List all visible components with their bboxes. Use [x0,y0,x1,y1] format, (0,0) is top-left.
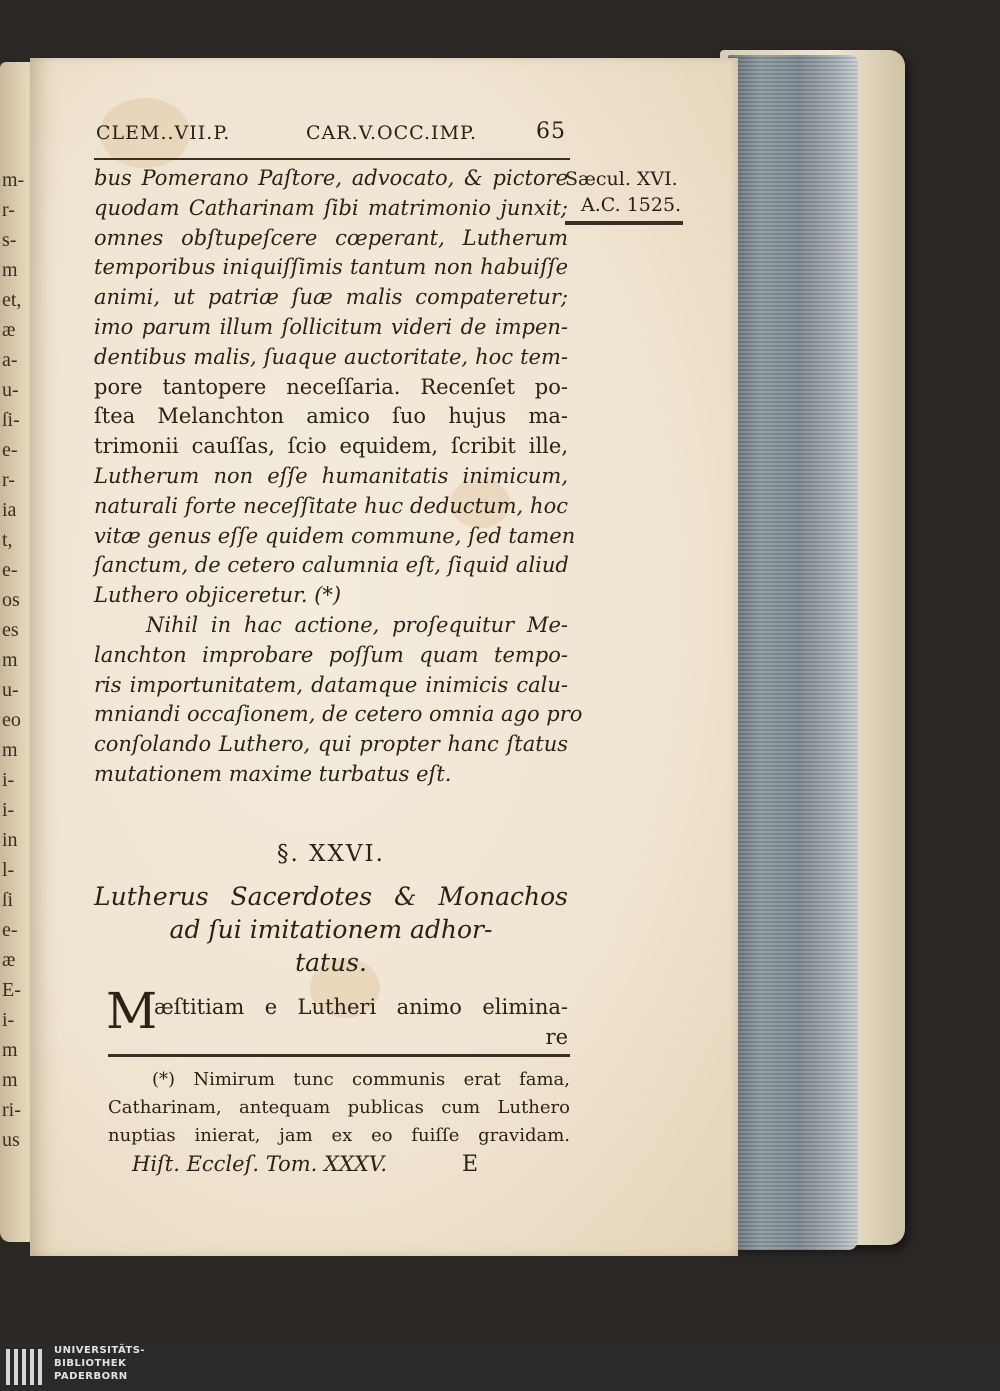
text-line: pore tantopere neceſſaria. Recenſet po- [94,374,568,399]
footnote-rule [108,1054,570,1057]
margin-note-rule [565,221,683,225]
text-line: Luthero objiceretur. (*) [94,583,342,608]
footnote [108,1066,570,1150]
text-line: Nihil in hac actione, proſequitur Me- [146,612,568,637]
text-line: mniandi occaſionem, de cetero omnia ago pro [94,702,583,727]
section-title-line: ad ſui imitationem adhor- [169,915,493,944]
left-page-fragment: in [2,829,18,851]
text-line: Lutherum non eſſe humanitatis inimicum, [94,463,568,488]
header-rule [94,158,570,160]
left-page-fragment: t, [2,529,13,551]
library-logo-icon [4,1345,46,1387]
text-line: imo parum illum ſollicitum videri de impen- [94,314,568,339]
section-title-line: Lutherus Sacerdotes & Monachos [94,882,568,911]
section-title-line: tatus. [295,948,367,977]
library-footer [0,1341,1000,1391]
left-page-fragment: ri- [2,1099,21,1121]
margin-note-century: Sæcul. XVI. [565,168,678,190]
running-head [96,119,566,152]
left-page-fragment: ſi- [2,409,20,431]
library-name [54,1344,145,1383]
left-page-fragment: m [2,649,18,671]
body-text [94,164,583,790]
book-page [30,58,738,1256]
drop-cap: M [106,982,158,1040]
text-line: lanchton improbare poſſum quam tempo- [94,642,568,667]
library-name-line: PADERBORN [54,1371,128,1382]
running-head-center: CAR.V.OCC.IMP. [306,122,477,144]
opening-paragraph [154,992,568,1052]
left-page-fragment: r- [2,199,15,221]
left-page-fragment: u- [2,379,19,401]
page-number: 65 [536,119,566,144]
left-page-fragment: i- [2,1009,15,1031]
left-page-fragment: E- [2,979,21,1001]
text-line: conſolando Luthero, qui propter hanc ſtatus [94,732,568,757]
left-page-fragment: m [2,1039,18,1061]
library-name-line: BIBLIOTHEK [54,1358,127,1369]
text-line: ſanctum, de cetero calumnia eſt, ſiquid aliud [94,553,569,578]
text-line: trimonii cauſſas, ſcio equidem, ſcribit ille, [94,434,568,459]
signature-line [132,1152,479,1177]
left-page-fragment: u- [2,679,19,701]
left-page-fragment: ia [2,499,17,521]
catchword: re [545,1025,568,1049]
left-page-fragment: e- [2,919,18,941]
left-page-fragment: a- [2,349,18,371]
footnote-line: nuptias inierat, jam ex eo fuiſſe gravidam. [108,1125,570,1146]
left-page-fragment: æ [2,949,16,971]
margin-note [565,166,685,225]
left-page-fragment: m [2,1069,18,1091]
text-line: animi, ut patriæ ſuæ malis compateretur; [94,285,568,310]
left-page-fragment: m [2,259,18,281]
signature-text: Hiſt. Eccleſ. Tom. XXXV. [132,1152,388,1176]
text-line: æſtitiam e Lutheri animo elimina- [154,995,568,1019]
text-line: ſtea Melanchton amico ſuo hujus ma- [94,404,568,429]
left-page-fragment: i- [2,769,15,791]
text-line: vitæ genus eſſe quidem commune, ſed tamen [94,523,576,548]
text-line: naturali forte neceſſitate huc deductum, hoc [94,493,568,518]
left-page-fragment: m- [2,169,25,191]
left-page-fragment: m [2,739,18,761]
running-head-left: CLEM..VII.P. [96,122,231,144]
left-page-fragment: et, [2,289,22,311]
left-page-fragment: l- [2,859,15,881]
section-number: §. XXVI. [277,841,385,867]
text-line: quodam Catharinam ſibi matrimonio junxit; [94,195,568,220]
section-title [94,880,568,979]
text-line: ris importunitatem, datamque inimicis calu- [94,672,568,697]
margin-note-year: A.C. 1525. [581,194,682,216]
left-page-fragment: ſi [2,889,14,911]
library-name-line: UNIVERSITÄTS- [54,1345,146,1356]
left-page-fragment: eo [2,709,21,731]
signature-mark: E [462,1152,479,1177]
footnote-line: (*) Nimirum tunc communis erat fama, [152,1069,570,1090]
book-fore-edge [728,55,858,1250]
text-line: dentibus malis, ſuaque auctoritate, hoc tem- [94,344,568,369]
left-page-fragment: os [2,589,20,611]
left-page-fragment: æ [2,319,16,341]
text-line: omnes obſtupeſcere cœperant, Lutherum [94,225,568,250]
left-page-fragment: us [2,1129,20,1151]
text-line: temporibus iniquiſſimis tantum non habuiſſe [94,255,568,280]
left-page-fragment: e- [2,559,18,581]
left-page-fragment: e- [2,439,18,461]
text-line: mutationem maxime turbatus eſt. [94,761,452,786]
footnote-line: Catharinam, antequam publicas cum Luthero [108,1097,570,1118]
left-page-fragment: r- [2,469,15,491]
left-page-fragment: i- [2,799,15,821]
left-page-fragment: es [2,619,19,641]
text-line: bus Pomerano Paſtore, advocato, & pictore [94,166,568,190]
left-page-fragment: s- [2,229,17,251]
